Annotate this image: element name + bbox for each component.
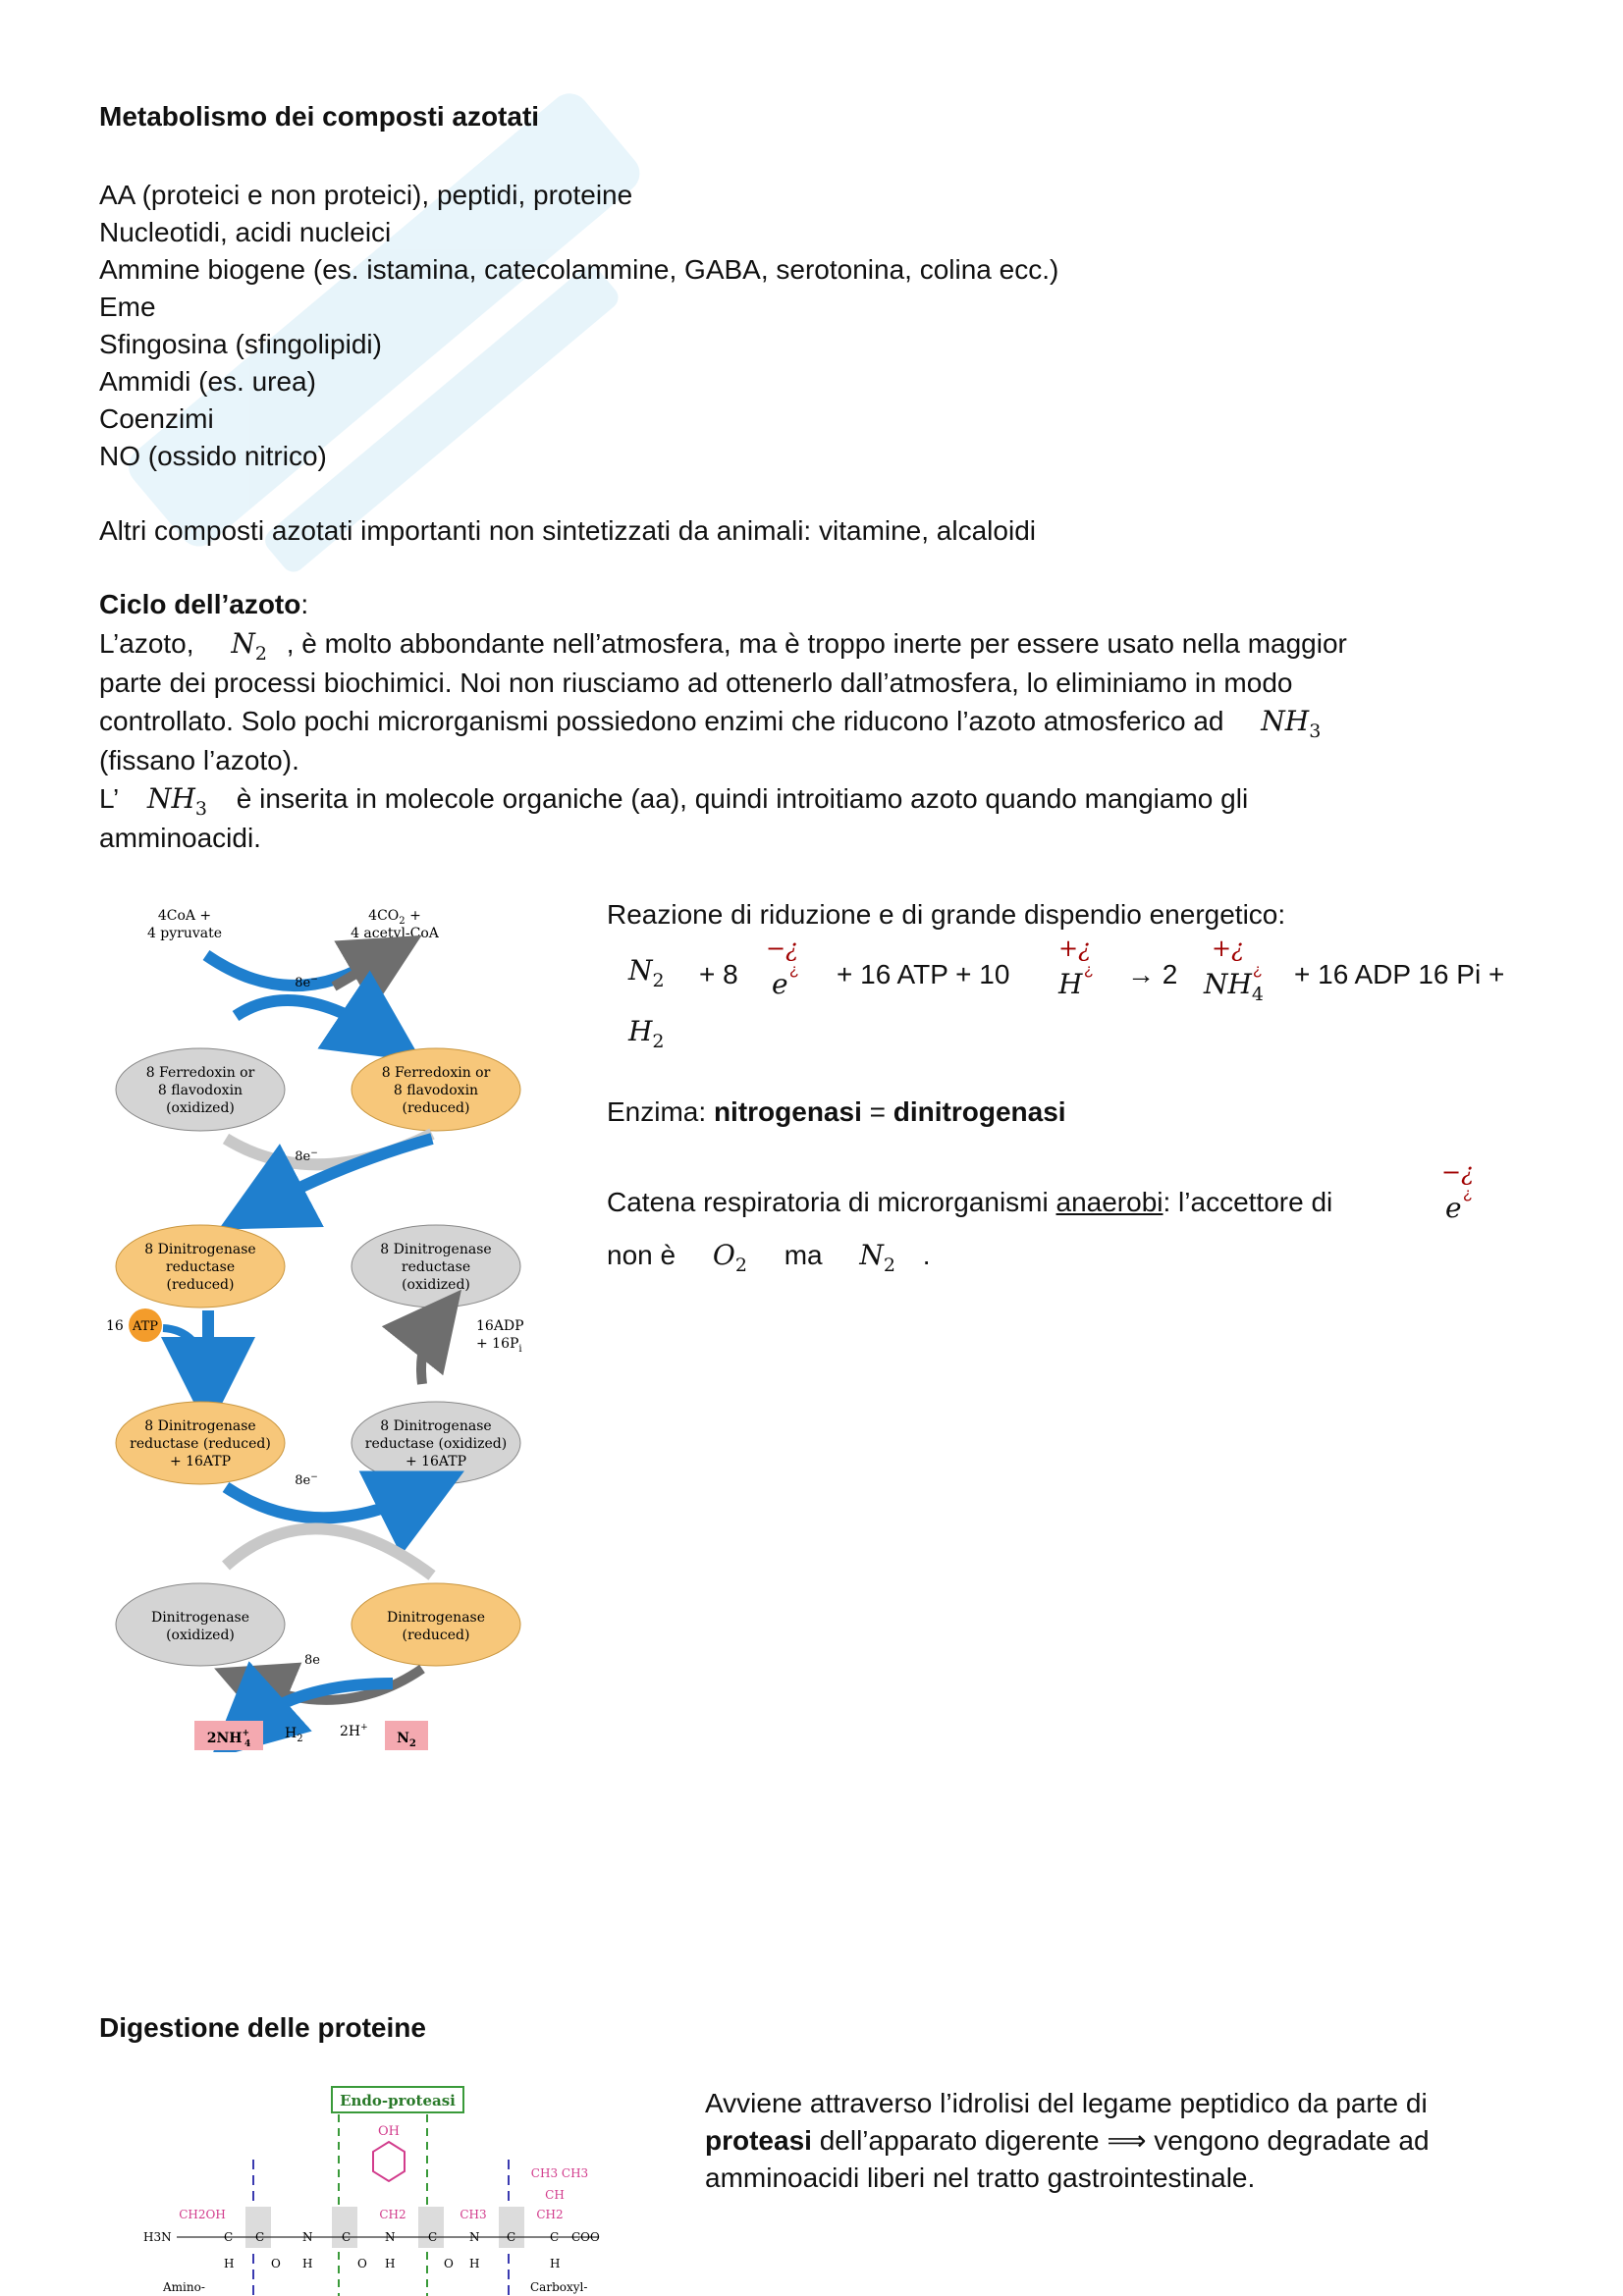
node1-right-line1: 8 Ferredoxin or bbox=[381, 1065, 491, 1081]
fig-h4: H bbox=[469, 2257, 480, 2270]
list-item: AA (proteici e non proteici), peptidi, proteine bbox=[99, 180, 633, 210]
list-item: Eme bbox=[99, 292, 156, 322]
cycle-p1-b: , è molto abbondante nell’atmosfera, ma è troppo inerte per essere usato nella maggior bbox=[286, 628, 1347, 659]
nh3-subscript-2: 3 bbox=[194, 798, 208, 820]
n2-symbol: N bbox=[231, 627, 255, 660]
chain-electron-mark: ¿ bbox=[1463, 1186, 1473, 1202]
arrow-blue-2 bbox=[236, 1000, 383, 1036]
list-item: Nucleotidi, acidi nucleici bbox=[99, 217, 392, 247]
atp-count: 16 bbox=[106, 1318, 124, 1334]
chain-electron-charge: −¿ bbox=[1441, 1158, 1474, 1186]
node1-right-line2: 8 flavodoxin bbox=[393, 1083, 479, 1098]
fig-ch3: CH3 bbox=[460, 2208, 487, 2221]
nh3-symbol: NH bbox=[1261, 705, 1310, 737]
node1-right-line3: (reduced) bbox=[402, 1100, 470, 1116]
nh4-sub: 4 bbox=[244, 1739, 251, 1749]
adp-line2-text: + 16P bbox=[476, 1336, 519, 1352]
nh3-formula bbox=[1261, 705, 1322, 742]
e8-2-minus: − bbox=[310, 1148, 318, 1158]
section-title-digestion: Digestione delle proteine bbox=[99, 2012, 426, 2043]
chain-c: non è bbox=[607, 1240, 676, 1270]
node2-right-line3: (oxidized) bbox=[402, 1277, 470, 1293]
list-item: Ammidi (es. urea) bbox=[99, 366, 316, 397]
cycle-line-4: (fissano l’azoto). bbox=[99, 745, 299, 775]
fig-o3: O bbox=[444, 2257, 454, 2270]
node4-right-line1: Dinitrogenase bbox=[386, 1610, 486, 1626]
eq-h2-symbol: H bbox=[628, 1015, 653, 1047]
fig-n1: N bbox=[302, 2230, 313, 2244]
output-co2 bbox=[368, 908, 421, 927]
digestion-line-1: Avviene attraverso l’idrolisi del legame peptidico da parte di bbox=[705, 2088, 1428, 2118]
cycle-title-colon: : bbox=[300, 589, 309, 619]
e8-3-minus: − bbox=[310, 1472, 318, 1482]
chain-n2 bbox=[859, 1239, 895, 1276]
node1-left-line3: (oxidized) bbox=[166, 1100, 235, 1116]
input-hplus bbox=[340, 1723, 368, 1739]
eq-atp: + 16 ATP + 10 bbox=[837, 959, 1010, 989]
chain-a: Catena respiratoria di microrganismi bbox=[607, 1187, 1049, 1217]
e8-2: 8e bbox=[295, 1149, 311, 1164]
eq-h2-sub: 2 bbox=[652, 1031, 665, 1052]
list-item: NO (ossido nitrico) bbox=[99, 441, 327, 471]
chain-period: . bbox=[922, 1240, 931, 1270]
cycle-heading bbox=[99, 586, 308, 623]
nitrogenase-cycle-diagram bbox=[98, 898, 550, 1752]
list-item: Ammine biogene (es. istamina, catecolammine, GABA, serotonina, colina ecc.) bbox=[99, 254, 1059, 285]
eq-n2-symbol: N bbox=[628, 954, 653, 987]
chain-n2-symbol: N bbox=[859, 1239, 884, 1271]
fig-ch: CH bbox=[545, 2188, 565, 2202]
n2-in-sub: 2 bbox=[408, 1738, 416, 1749]
chain-n2-sub: 2 bbox=[883, 1255, 895, 1276]
fig-ch2-leu: CH2 bbox=[536, 2208, 564, 2221]
node2-left-line2: reductase bbox=[165, 1259, 236, 1275]
adp-line2 bbox=[476, 1336, 522, 1355]
digestion-line-3: amminoacidi liberi nel tratto gastrointestinale. bbox=[705, 2163, 1256, 2193]
chain-o2-sub: 2 bbox=[734, 1255, 747, 1276]
node1-left-line1: 8 Ferredoxin or bbox=[145, 1065, 255, 1081]
fig-oh: OH bbox=[378, 2124, 400, 2139]
enzyme-line bbox=[607, 1094, 1066, 1131]
node2-right-line2: reductase bbox=[401, 1259, 471, 1275]
digestion-text bbox=[705, 2085, 1589, 2197]
eq-electron: e bbox=[772, 968, 788, 1000]
fig-c2: C bbox=[255, 2230, 265, 2244]
nh4-symbol: 2NH bbox=[206, 1731, 243, 1746]
arrow-gray-4 bbox=[226, 1528, 432, 1575]
nh4-sup: + bbox=[242, 1729, 250, 1738]
nh3-subscript: 3 bbox=[1309, 721, 1322, 742]
enzyme-nitrogenasi: nitrogenasi bbox=[713, 1096, 862, 1127]
adp-line1: 16ADP bbox=[476, 1318, 524, 1334]
atp-label: ATP bbox=[132, 1319, 159, 1334]
eq-ammonium-symbol: NH bbox=[1204, 968, 1252, 1000]
reaction-intro: Reazione di riduzione e di grande dispendio energetico: bbox=[607, 899, 1286, 930]
fig-o2: O bbox=[357, 2257, 367, 2270]
node3-right-line1: 8 Dinitrogenase bbox=[380, 1418, 492, 1434]
label-8e-4: 8e bbox=[304, 1653, 320, 1668]
cycle-title: Ciclo dell’azoto bbox=[99, 589, 301, 619]
reaction-equation bbox=[628, 934, 1610, 1060]
fig-n2: N bbox=[385, 2230, 396, 2244]
node3-left-line1: 8 Dinitrogenase bbox=[144, 1418, 256, 1434]
product-h2 bbox=[285, 1726, 303, 1744]
co2-symbol: 4CO bbox=[368, 908, 400, 924]
arrow-blue-3 bbox=[260, 1139, 432, 1207]
arrow-blue-5 bbox=[226, 1487, 422, 1518]
eq-proton: H bbox=[1058, 968, 1083, 1000]
hplus-symbol: 2H bbox=[340, 1724, 361, 1739]
fig-coo: COO bbox=[571, 2230, 600, 2244]
node1-left-line2: 8 flavodoxin bbox=[157, 1083, 243, 1098]
eq-tail: + 16 ADP 16 Pi + bbox=[1294, 959, 1505, 989]
chain-line-2 bbox=[607, 1237, 931, 1284]
eq-electron-mark: ¿ bbox=[789, 962, 799, 979]
eq-ammonium-sub: 4 bbox=[1251, 984, 1265, 1005]
eq-plus8: + 8 bbox=[699, 959, 738, 989]
chain-electron: e bbox=[1445, 1192, 1462, 1224]
fig-phenyl-ring bbox=[373, 2142, 405, 2181]
fig-o1: O bbox=[271, 2257, 281, 2270]
co2-plus: + bbox=[405, 908, 421, 924]
cycle-p1-a: L’azoto, bbox=[99, 628, 194, 659]
fig-c5: C bbox=[507, 2230, 516, 2244]
output-acetyl-coa: 4 acetyl-CoA bbox=[351, 926, 439, 941]
chain-anaerobi: anaerobi bbox=[1055, 1187, 1163, 1217]
digestion-line-2-rest: dell’apparato digerente ⟹ vengono degradate ad bbox=[811, 2125, 1430, 2156]
eq-proton-mark: ¿ bbox=[1084, 962, 1094, 979]
fig-h3: H bbox=[385, 2257, 396, 2270]
fig-c4: C bbox=[428, 2230, 438, 2244]
node4-left-line2: (oxidized) bbox=[166, 1628, 235, 1643]
fig-h5: H bbox=[550, 2257, 561, 2270]
eq-ammonium-charge: +¿ bbox=[1212, 934, 1244, 962]
fig-ch2oh: CH2OH bbox=[179, 2208, 226, 2221]
chain-o2 bbox=[712, 1239, 747, 1276]
cycle-line-6: amminoacidi. bbox=[99, 823, 261, 853]
section-title-metabolism: Metabolismo dei composti azotati bbox=[99, 101, 540, 132]
e8-1-minus: − bbox=[310, 975, 318, 985]
node2-right-line1: 8 Dinitrogenase bbox=[380, 1242, 492, 1257]
arrow-gray-3 bbox=[421, 1320, 437, 1384]
other-compounds-text: Altri composti azotati importanti non sintetizzati da animali: vitamine, alcaloidi bbox=[99, 515, 1036, 546]
nh3-symbol-2: NH bbox=[147, 782, 195, 815]
node4-right-line2: (reduced) bbox=[402, 1628, 470, 1643]
digestion-line-2 bbox=[705, 2122, 1589, 2160]
eq-h2 bbox=[628, 1015, 665, 1052]
product-ammonium bbox=[207, 1729, 251, 1749]
fig-ch2-tyr: CH2 bbox=[379, 2208, 406, 2221]
adp-line2-sub: i bbox=[518, 1344, 522, 1355]
n2-in-symbol: N bbox=[397, 1731, 409, 1746]
compounds-list bbox=[99, 177, 1058, 475]
atp-arrow bbox=[163, 1328, 208, 1379]
fig-n3: N bbox=[469, 2230, 480, 2244]
list-item: Sfingosina (sfingolipidi) bbox=[99, 329, 382, 359]
e8-1: 8e bbox=[295, 976, 311, 990]
label-8e-3 bbox=[295, 1472, 318, 1488]
hplus-sup: + bbox=[360, 1723, 368, 1733]
fig-ch3-pair: CH3 CH3 bbox=[530, 2166, 589, 2180]
fig-amino: Amino- bbox=[163, 2280, 205, 2294]
cycle-line-2: parte dei processi biochimici. Noi non riusciamo ad ottenerlo dall’atmosfera, lo eliminiamo in modo bbox=[99, 667, 1293, 698]
chain-ma: ma bbox=[784, 1240, 823, 1270]
n2-subscript: 2 bbox=[254, 643, 267, 665]
e8-3: 8e bbox=[295, 1473, 311, 1488]
node2-left-line3: (reduced) bbox=[166, 1277, 235, 1293]
fig-c1: C bbox=[224, 2230, 234, 2244]
node3-right-line3: + 16ATP bbox=[405, 1454, 467, 1469]
eq-proton-charge: +¿ bbox=[1058, 934, 1091, 962]
co2-subscript: 2 bbox=[399, 916, 406, 927]
h2-sub: 2 bbox=[297, 1734, 303, 1744]
fig-c3: C bbox=[342, 2230, 352, 2244]
peptide-figure bbox=[128, 2081, 638, 2296]
chain-line-1 bbox=[607, 1184, 1332, 1221]
nh3-formula-2 bbox=[147, 782, 208, 820]
cycle-p2-a: L’ bbox=[99, 783, 119, 814]
node4-left-line1: Dinitrogenase bbox=[150, 1610, 250, 1626]
node3-left-line3: + 16ATP bbox=[169, 1454, 232, 1469]
digestion-proteasi: proteasi bbox=[705, 2125, 812, 2156]
fig-h3n: H3N bbox=[143, 2230, 172, 2244]
eq-electron-charge: −¿ bbox=[766, 934, 798, 962]
node3-left-line2: reductase (reduced) bbox=[130, 1436, 271, 1452]
eq-ammonium-mark: ¿ bbox=[1253, 962, 1263, 979]
input-coa: 4CoA + bbox=[157, 908, 212, 924]
enzyme-label: Enzima: bbox=[607, 1096, 707, 1127]
list-item: Coenzimi bbox=[99, 403, 214, 434]
eq-n2-sub: 2 bbox=[652, 970, 665, 991]
chain-o2-symbol: O bbox=[712, 1239, 735, 1271]
h2-symbol: H bbox=[285, 1726, 298, 1741]
eq-arrow: → 2 bbox=[1127, 959, 1178, 989]
cycle-p2-b: è inserita in molecole organiche (aa), quindi introitiamo azoto quando mangiamo gli bbox=[236, 783, 1249, 814]
fig-h1: H bbox=[224, 2257, 235, 2270]
fig-h2: H bbox=[302, 2257, 313, 2270]
input-pyruvate: 4 pyruvate bbox=[146, 926, 223, 941]
fig-c6: C bbox=[550, 2230, 560, 2244]
eq-n2 bbox=[628, 954, 665, 991]
chain-b: : l’accettore di bbox=[1163, 1187, 1333, 1217]
enzyme-dinitrogenasi: dinitrogenasi bbox=[893, 1096, 1066, 1127]
n2-formula bbox=[231, 627, 267, 665]
node3-right-line2: reductase (oxidized) bbox=[364, 1436, 508, 1452]
cycle-p1-d: controllato. Solo pochi microrganismi possiedono enzimi che riducono l’azoto atmosferico ad bbox=[99, 706, 1224, 736]
cycle-line-5 bbox=[99, 780, 1248, 828]
node2-left-line1: 8 Dinitrogenase bbox=[144, 1242, 256, 1257]
enzyme-eq: = bbox=[869, 1096, 886, 1127]
fig-carboxyl: Carboxyl- bbox=[530, 2280, 588, 2294]
endo-proteasi-label: Endo-proteasi bbox=[340, 2092, 456, 2109]
